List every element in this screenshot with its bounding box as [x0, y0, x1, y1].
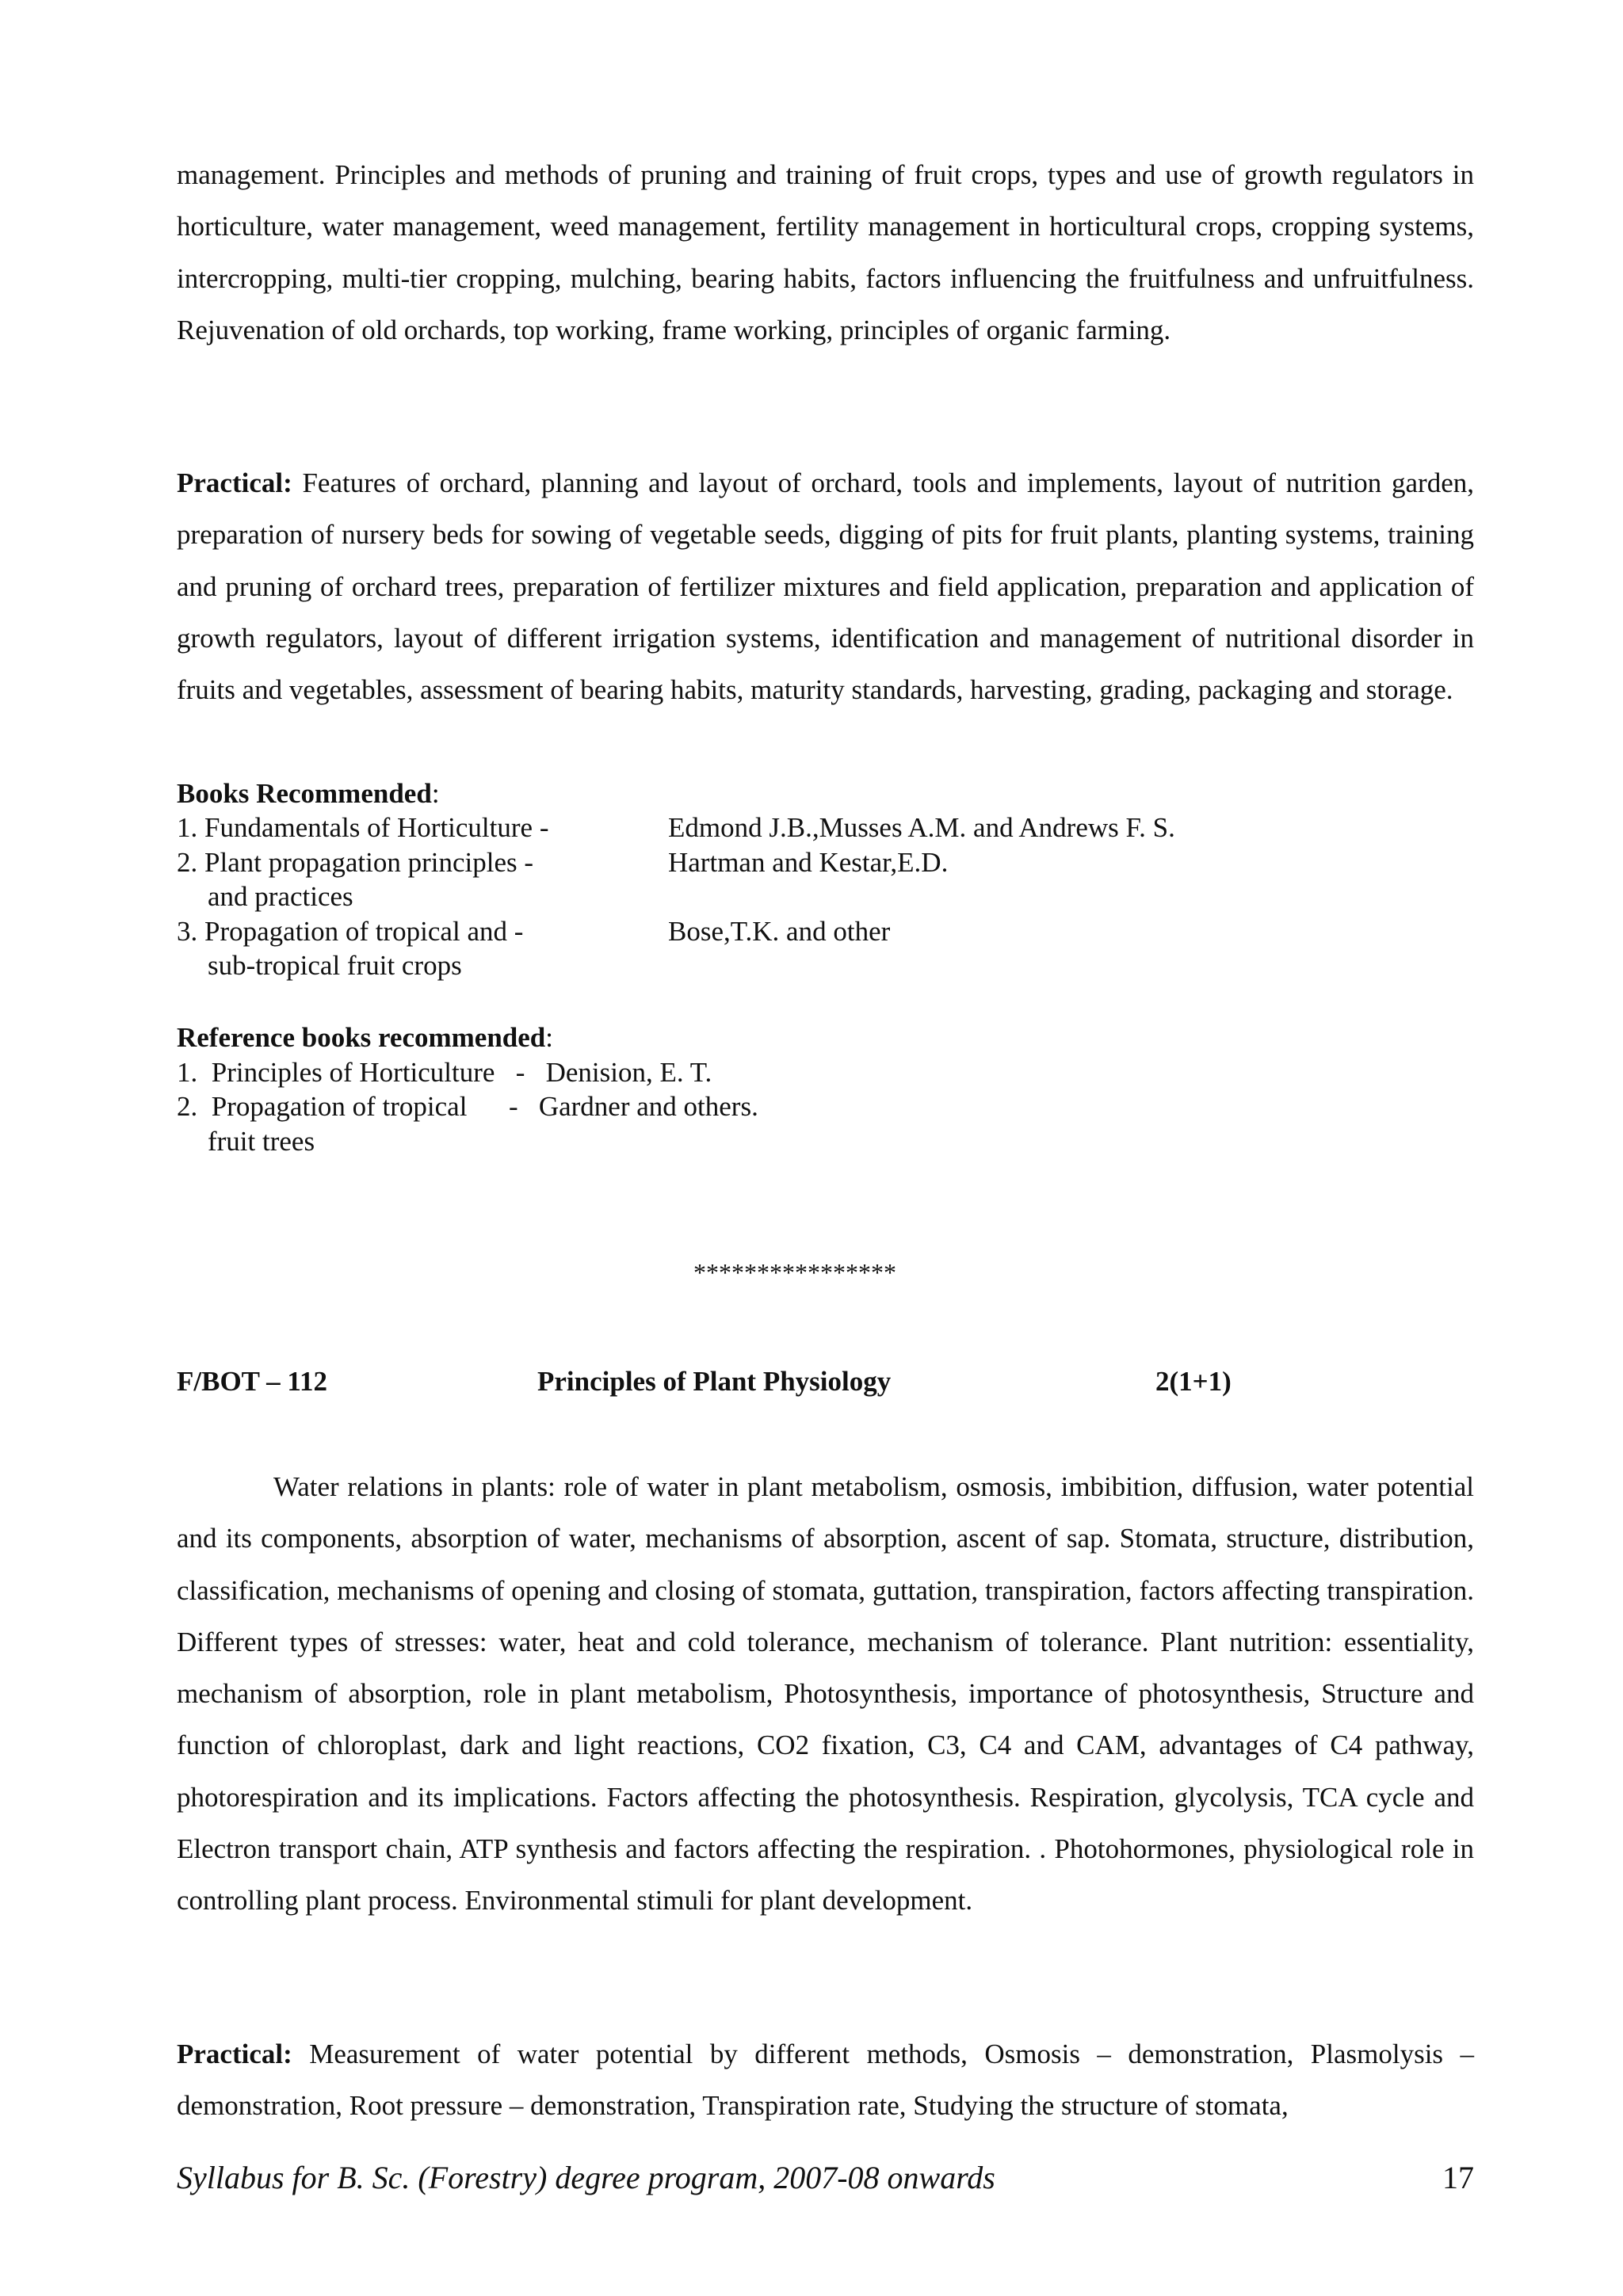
- page-number: 17: [1442, 2160, 1474, 2195]
- course-code: F/BOT – 112: [177, 1366, 327, 1397]
- reference-item-1: 1. Principles of Horticulture - Denision, E. T.: [177, 1057, 712, 1088]
- practical-paragraph-horticulture: [177, 457, 1474, 715]
- book-author-1: Edmond J.B.,Musses A.M. and Andrews F. S.: [668, 812, 1175, 843]
- book-item-2-cont: and practices: [208, 881, 353, 912]
- book-item-3-cont: sub-tropical fruit crops: [208, 950, 462, 981]
- book-author-2: Hartman and Kestar,E.D.: [668, 847, 949, 878]
- reference-books-heading: Reference books recommended:: [177, 1022, 554, 1053]
- book-item-2: 2. Plant propagation principles -: [177, 847, 534, 878]
- practical-text-2: Measurement of water potential by different methods, Osmosis – demonstration, Plasmolysis – demonstration, Root pressure – demonstration, Transpiration rate, Studying the structure of stomata,: [177, 2039, 1474, 2122]
- theory-paragraph: Water relations in plants: role of water in plant metabolism, osmosis, imbibition, diffusion, water potential and its components, absorption of water, mechanisms of absorption, ascent of sap. Stomata, structure, distribution, classification, mechanisms of opening and closing of stomata, guttation, transpiration, factors affecting transpiration. Different types of stresses: water, heat and cold tolerance, mechanism of tolerance. Plant nutrition: essentiality, mechanism of absorption, role in plant metabolism, Photosynthesis, importance of photosynthesis, Structure and function of chloroplast, dark and light reactions, CO2 fixation, C3, C4 and CAM, advantages of C4 pathway, photorespiration and its implications. Factors affecting the photosynthesis. Respiration, glycolysis, TCA cycle and Electron transport chain, ATP synthesis and factors affecting the respiration. . Photohormones, physiological role in controlling plant process. Environmental stimuli for plant development.: [177, 1471, 1474, 1917]
- reference-item-2-cont: fruit trees: [208, 1126, 315, 1157]
- practical-label-2: Practical:: [177, 2039, 292, 2069]
- reference-item-2: 2. Propagation of tropical - Gardner and others.: [177, 1091, 758, 1122]
- practical-paragraph-physiology: [177, 2028, 1474, 2132]
- book-author-3: Bose,T.K. and other: [668, 916, 891, 947]
- books-recommended-heading: Books Recommended:: [177, 778, 440, 809]
- book-item-1: 1. Fundamentals of Horticulture -: [177, 812, 549, 843]
- practical-label: Practical:: [177, 467, 292, 498]
- practical-text: Features of orchard, planning and layout of orchard, tools and implements, layout of nutrition garden, preparation of nursery beds for sowing of vegetable seeds, digging of pits for fruit plants, planting systems, training and pruning of orchard trees, preparation of fertilizer mixtures and field application, preparation and application of growth regulators, layout of different irrigation systems, identification and management of nutritional disorder in fruits and vegetables, assessment of bearing habits, maturity standards, harvesting, grading, packaging and storage.: [177, 467, 1474, 706]
- section-separator: ****************: [693, 1258, 896, 1287]
- book-item-3: 3. Propagation of tropical and -: [177, 916, 524, 947]
- course-credits: 2(1+1): [1155, 1366, 1232, 1397]
- intro-paragraph: management. Principles and methods of pruning and training of fruit crops, types and use of growth regulators in horticulture, water management, weed management, fertility management in horticultural crops, cropping systems, intercropping, multi-tier cropping, mulching, bearing habits, factors influencing the fruitfulness and unfruitfulness. Rejuvenation of old orchards, top working, frame working, principles of organic farming.: [177, 159, 1474, 345]
- footer-title: Syllabus for B. Sc. (Forestry) degree program, 2007-08 onwards: [177, 2160, 995, 2195]
- course-title: Principles of Plant Physiology: [537, 1366, 892, 1397]
